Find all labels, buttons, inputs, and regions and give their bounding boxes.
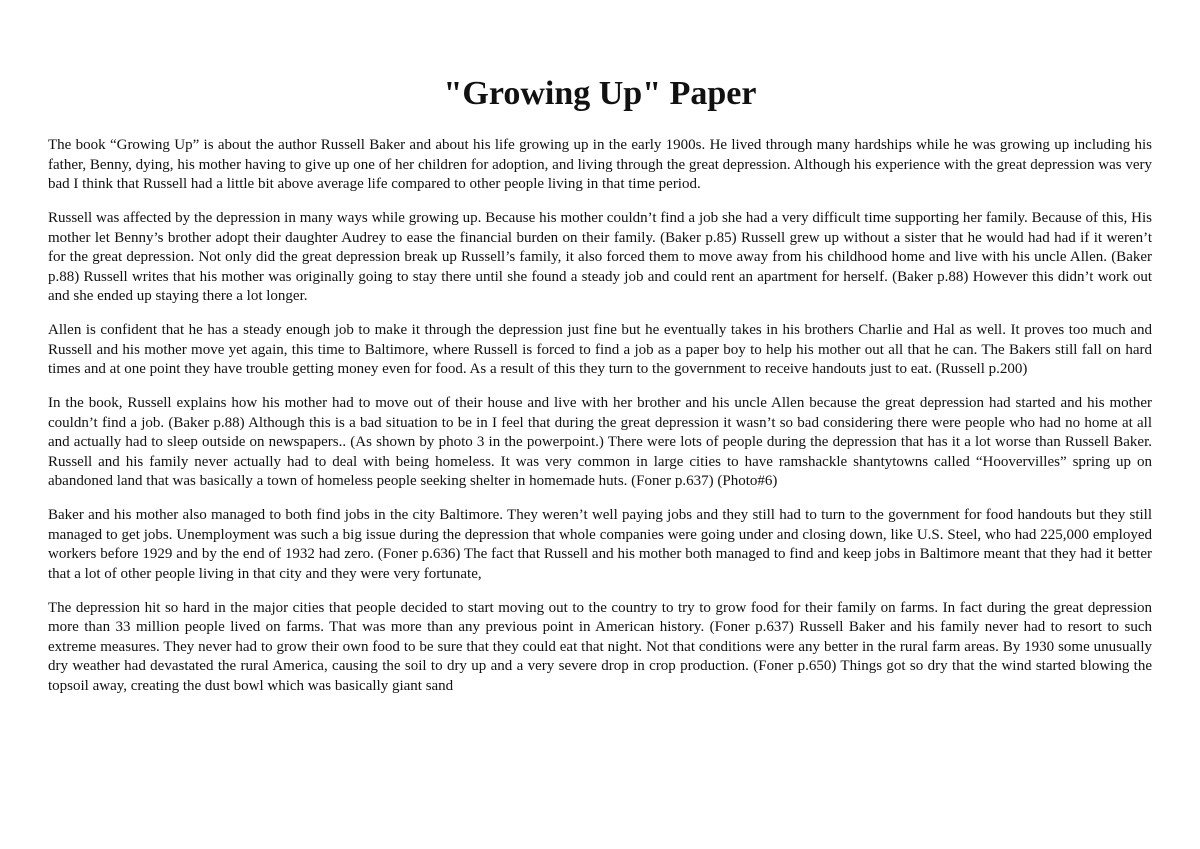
paragraph-4: In the book, Russell explains how his mother had to move out of their house and live with her brother and his uncle Allen because the great depression had started and his mother couldn’t find a job. (Baker p.88) Although this is a bad situation to be in I feel that during the great depression it wasn’t so bad considering there were people who had no home at all and actually had to sleep outside on newspapers.. (As shown by photo 3 in the powerpoint.) There were lots of people during the depression that has it a lot worse than Russell Baker. Russell and his family never actually had to deal with being homeless. It was very common in large cities to have ramshackle shantytowns called “Hoovervilles” spring up on abandoned land that was basically a town of homeless people seeking shelter in homemade huts. (Foner p.637) (Photo#6) xyxy=(48,395,1152,489)
paragraph-3: Allen is confident that he has a steady enough job to make it through the depression just fine but he eventually takes in his brothers Charlie and Hal as well. It proves too much and Russell and his mother move yet again, this time to Baltimore, where Russell is forced to find a job as a paper boy to help his mother out all that he can. The Bakers still fall on hard times and at one point they have trouble getting money even for food. As a result of this they turn to the government to receive handouts just to eat. (Russell p.200) xyxy=(48,322,1152,377)
paragraph-1: The book “Growing Up” is about the author Russell Baker and about his life growing up in the early 1900s. He lived through many hardships while he was growing up including his father, Benny, dying, his mother having to give up one of her children for adoption, and living through the great depression. Although his experience with the great depression was very bad I think that Russell had a little bit above average life compared to other people living in that time period. xyxy=(48,137,1152,192)
document-title: "Growing Up" Paper xyxy=(443,75,757,112)
paragraph-2: Russell was affected by the depression in many ways while growing up. Because his mother couldn’t find a job she had a very difficult time supporting her family. Because of this, His mother let Benny’s brother adopt their daughter Audrey to ease the financial burden on their family. (Baker p.85) Russell grew up without a sister that he would had had if it weren’t for the great depression. Not only did the great depression break up Russell’s family, it also forced them to move away from his childhood home and live with his uncle Allen. (Baker p.88) Russell writes that his mother was originally going to stay there until she found a steady job and could rent an apartment for herself. (Baker p.88) However this didn’t work out and she ended up staying there a lot longer. xyxy=(48,210,1152,304)
paragraph-5: Baker and his mother also managed to both find jobs in the city Baltimore. They weren’t well paying jobs and they still had to turn to the government for food handouts but they still managed to get jobs. Unemployment was such a big issue during the depression that whole companies were going under and closing down, like U.S. Steel, who had 225,000 employed workers before 1929 and by the end of 1932 had zero. (Foner p.636) The fact that Russell and his mother both managed to find and keep jobs in Baltimore meant that they had it better that a lot of other people living in that city and they were very fortunate, xyxy=(48,507,1152,582)
paragraph-6: The depression hit so hard in the major cities that people decided to start moving out to the country to try to grow food for their family on farms. In fact during the great depression more than 33 million people lived on farms. That was more than any previous point in American history. (Foner p.637) Russell Baker and his family never had to resort to such extreme measures. They never had to grow their own food to be sure that they could eat that night. Not that conditions were any better in the rural farm areas. By 1930 some unusually dry weather had devastated the rural America, causing the soil to dry up and a very severe drop in crop production. (Foner p.650) Things got so dry that the wind started blowing the topsoil away, creating the dust bowl which was basically giant sand xyxy=(48,599,1152,694)
document-page xyxy=(48,72,1152,711)
